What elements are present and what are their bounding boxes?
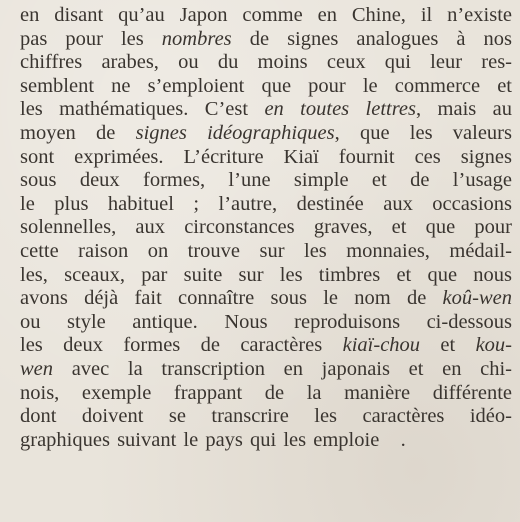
text-line [20,264,512,288]
text-line [20,51,512,75]
italic-text: koû-wen [442,287,512,310]
text-segment: , mais au [416,98,512,121]
text-line [20,28,512,52]
text-segment: graphiques suivant le pays qui les emploie . [20,428,406,451]
text-segment: les deux formes de caractères [20,334,343,357]
text-segment: de signes analogues à nos [231,27,512,50]
text-segment: semblent ne s’emploient que pour le commerce et [20,74,512,97]
text-line [20,75,512,99]
text-line [20,122,512,146]
text-segment: nois, exemple frappant de la manière différente [20,381,512,404]
text-segment: avons déjà fait connaître sous le nom de [20,287,443,310]
text-segment: pas pour les [20,27,162,50]
text-line [20,169,512,193]
italic-text: kiaï-chou [342,334,421,357]
italic-text: signes idéographiques [135,121,335,144]
italic-text: kou- [475,334,512,357]
text-segment: solennelles, aux circonstances graves, et que pour [20,216,512,239]
text-segment: sont exprimées. L’écriture Kiaï fournit ces signes [20,145,512,168]
text-line [20,146,512,170]
text-segment: les mathématiques. C’est [20,98,265,121]
italic-text: en toutes lettres [264,98,417,121]
text-line [20,358,512,382]
text-segment: en disant qu’au Japon comme en Chine, il n’existe [20,4,512,26]
text-segment: cette raison on trouve sur les monnaies, médail- [20,239,512,262]
text-segment: chiffres arabes, ou du moins ceux qui leur res- [20,51,512,74]
text-line [20,405,512,429]
text-line [20,334,512,358]
italic-text: wen [20,357,54,380]
italic-text: nombres [161,27,232,50]
text-segment: sous deux formes, l’une simple et de l’usage [20,169,512,192]
text-line [20,240,512,264]
text-segment: dont doivent se transcrire les caractères idéo- [20,405,512,428]
text-segment: les, sceaux, par suite sur les timbres et que nous [20,263,512,286]
text-line [20,382,512,406]
text-line [20,216,512,240]
text-segment: , que les valeurs [334,121,512,144]
text-segment: avec la transcription en japonais et en chi- [53,357,512,380]
text-segment: ou style antique. Nous reproduisons ci-dessous [20,310,512,333]
text-segment: moyen de [20,121,136,144]
text-line [20,193,512,217]
text-line [20,287,512,311]
text-line [20,429,512,453]
text-segment: le plus habituel ; l’autre, destinée aux occasions [20,192,512,215]
text-segment: et [420,334,476,357]
text-line [20,311,512,335]
text-line [20,4,512,28]
text-line [20,98,512,122]
